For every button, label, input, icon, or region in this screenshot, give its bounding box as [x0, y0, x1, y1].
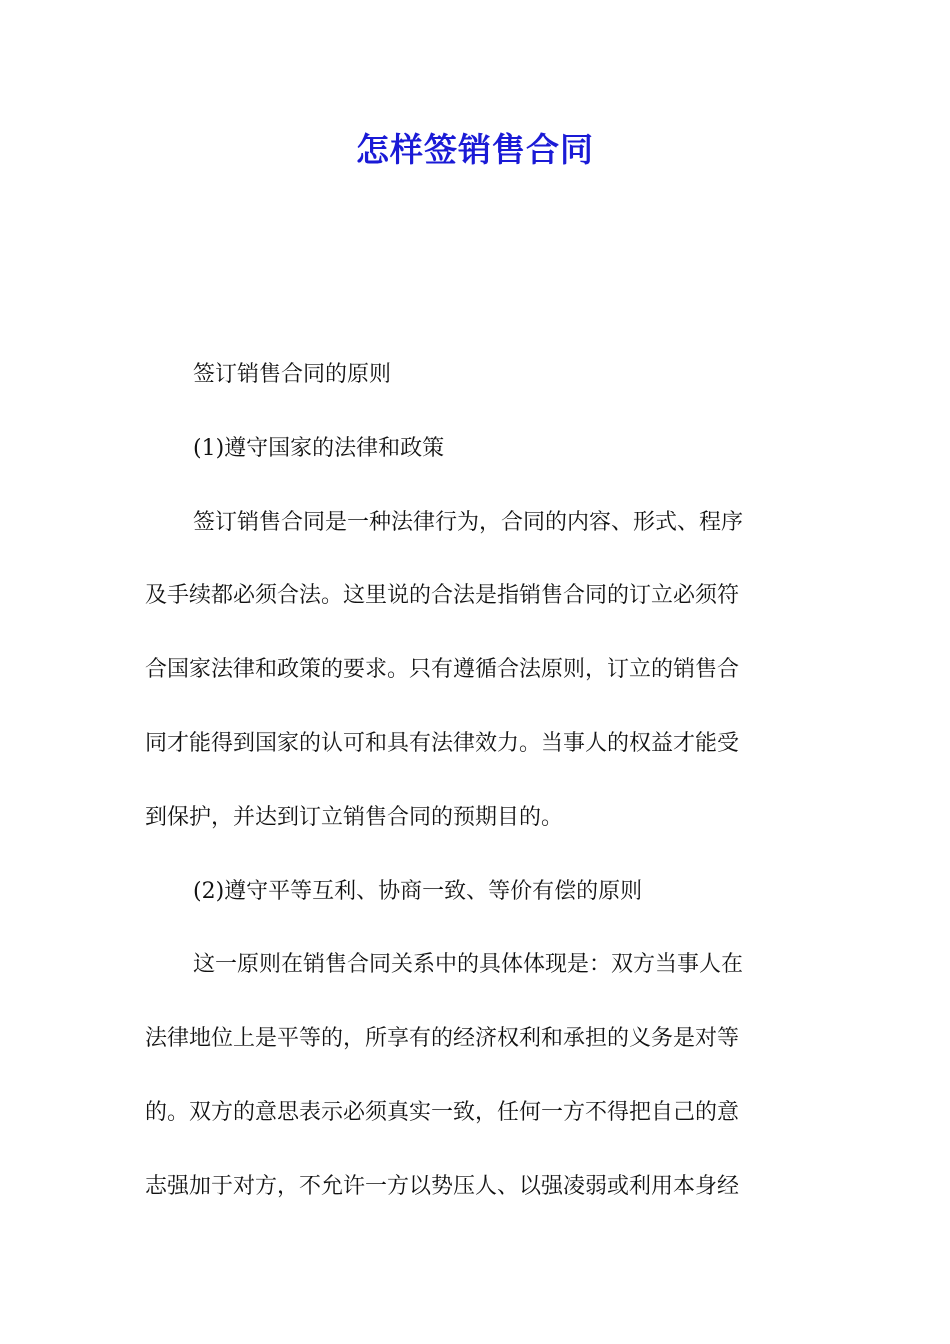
paragraph-line: 的。双方的意思表示必须真实一致，任何一方不得把自己的意 [145, 1099, 740, 1125]
paragraph-line: 法律地位上是平等的，所享有的经济权利和承担的义务是对等 [145, 1026, 740, 1052]
paragraph-line: 同才能得到国家的认可和具有法律效力。当事人的权益才能受 [145, 730, 740, 756]
document-body [145, 338, 805, 1224]
section-heading-principles: 签订销售合同的原则 [193, 362, 392, 387]
paragraph-line: 合国家法律和政策的要求。只有遵循合法原则，订立的销售合 [145, 657, 740, 683]
document-title: 怎样签销售合同 [356, 130, 594, 169]
paragraph-line: 志强加于对方，不允许一方以势压人、以强凌弱或利用本身经 [145, 1173, 740, 1199]
paragraph-line: 签订销售合同是一种法律行为，合同的内容、形式、程序 [193, 509, 744, 535]
paragraph-line: 到保护，并达到订立销售合同的预期目的。 [145, 804, 564, 830]
paragraph-line: 这一原则在销售合同关系中的具体体现是：双方当事人在 [193, 952, 744, 978]
paragraph-line: 及手续都必须合法。这里说的合法是指销售合同的订立必须符 [145, 583, 740, 609]
subsection-heading-2: (2)遵守平等互利、协商一致、等价有偿的原则 [193, 878, 643, 904]
subsection-heading-1: (1)遵守国家的法律和政策 [193, 435, 445, 461]
